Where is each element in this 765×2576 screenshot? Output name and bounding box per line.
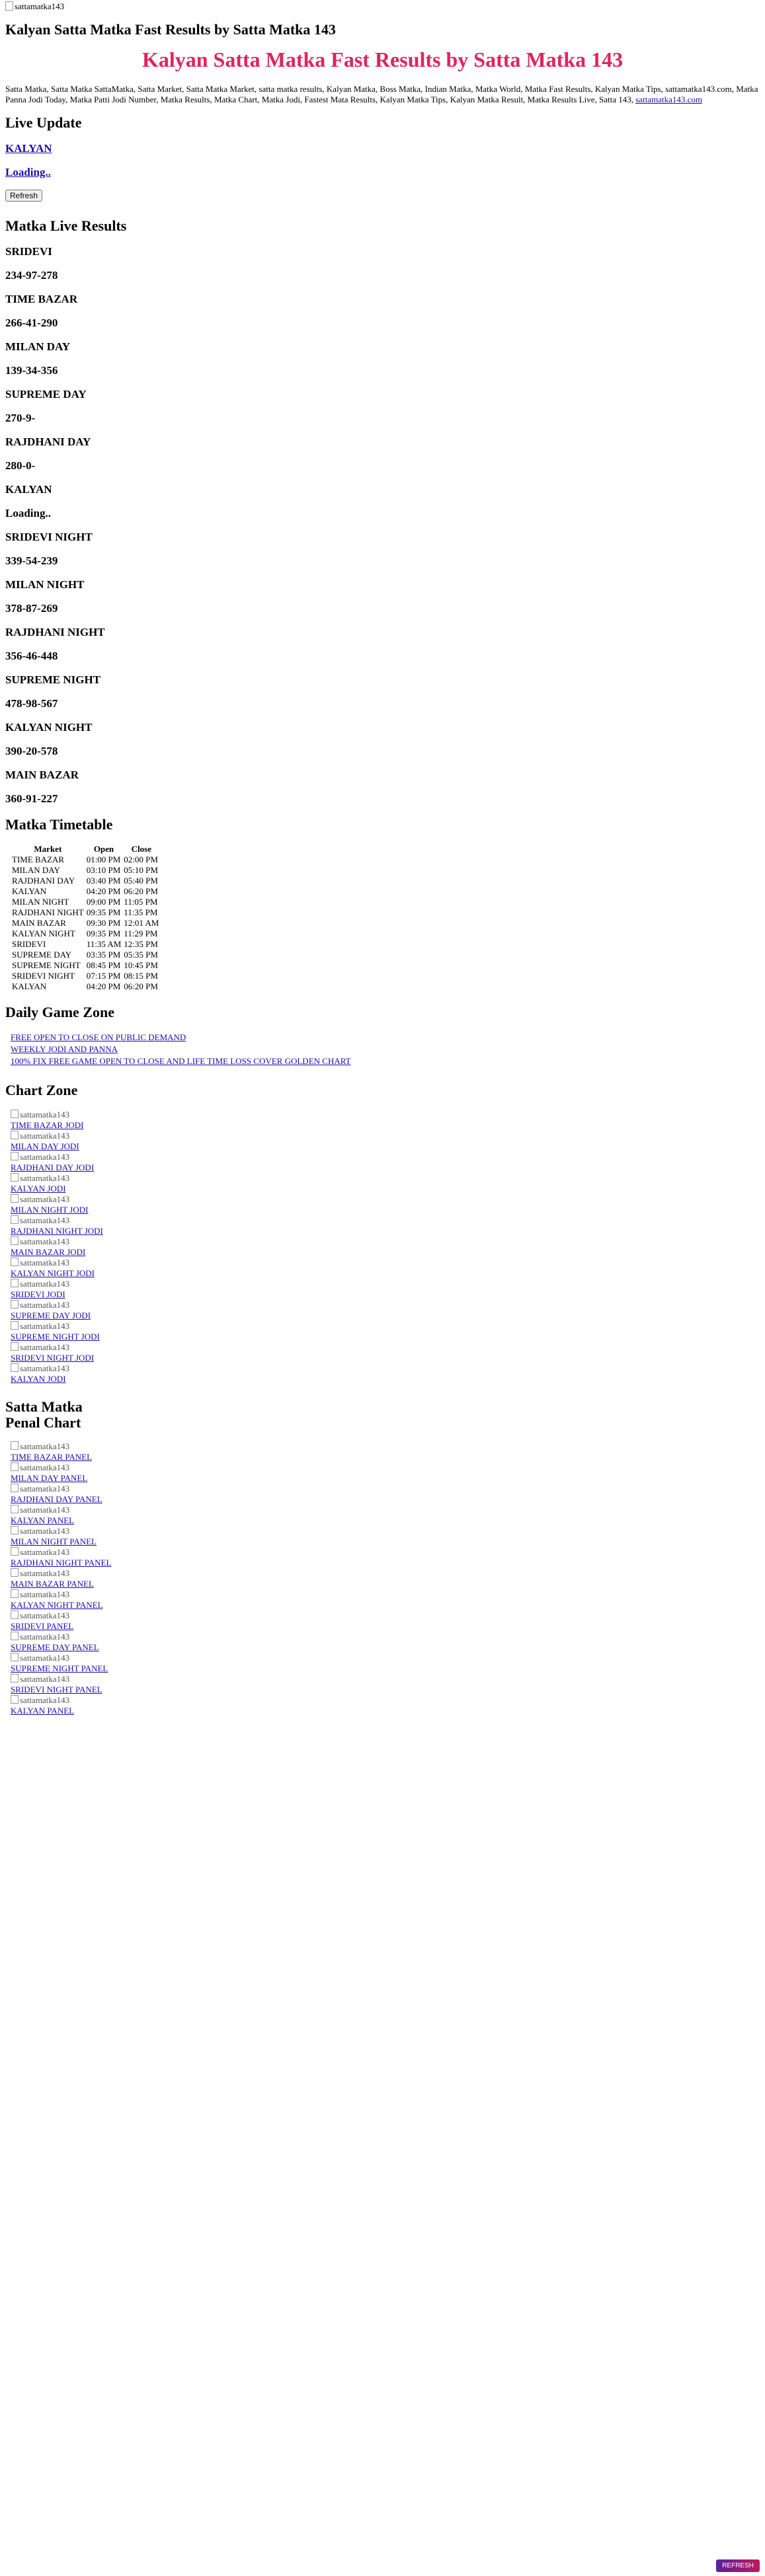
- description-link[interactable]: sattamatka143.com: [635, 95, 702, 104]
- chart-image-alt: sattamatka143: [20, 1321, 70, 1331]
- jodi-chart-link-item: [11, 1342, 760, 1363]
- refresh-button[interactable]: Refresh: [5, 190, 42, 202]
- timetable-cell-open: 09:30 PM: [86, 918, 121, 928]
- timetable-cell-open: 09:35 PM: [86, 928, 121, 938]
- timetable-cell-open: 03:40 PM: [86, 876, 121, 886]
- panel-chart-link-item: [11, 1610, 760, 1632]
- timetable-row: [11, 886, 160, 897]
- timetable-row: [11, 876, 160, 886]
- jodi-chart-link-item: [11, 1173, 760, 1194]
- chart-image-alt: sattamatka143: [20, 1300, 70, 1310]
- broken-image-icon: [11, 1300, 19, 1308]
- site-description: [5, 84, 760, 105]
- chart-image-alt: sattamatka143: [20, 1547, 70, 1557]
- live-result-value: 266-41-290: [5, 317, 58, 329]
- chart-image-alt: sattamatka143: [20, 1589, 70, 1599]
- timetable-section: [5, 816, 760, 992]
- timetable-cell-close: 05:35 PM: [124, 950, 158, 960]
- panel-chart-link[interactable]: SRIDEVI NIGHT PANEL: [11, 1685, 102, 1694]
- live-results-section: [5, 217, 760, 806]
- timetable-cell-close: 05:10 PM: [124, 865, 158, 875]
- jodi-chart-link-item: [11, 1363, 760, 1384]
- live-result-value: 270-9-: [5, 412, 36, 424]
- site-logo[interactable]: [5, 1, 760, 13]
- jodi-chart-link[interactable]: SRIDEVI JODI: [11, 1289, 65, 1299]
- timetable-cell-open: 04:20 PM: [86, 886, 121, 896]
- live-update-market-link[interactable]: KALYAN: [5, 142, 52, 155]
- chart-image-alt: sattamatka143: [20, 1695, 70, 1705]
- chart-image: [11, 1152, 760, 1162]
- chart-image-alt: sattamatka143: [20, 1131, 70, 1141]
- live-result-value: 339-54-239: [5, 554, 58, 567]
- daily-game-link[interactable]: WEEKLY JODI AND PANNA: [11, 1044, 118, 1054]
- timetable-body: [11, 854, 160, 992]
- chart-image-alt: sattamatka143: [20, 1484, 70, 1494]
- timetable-cell-open: 09:35 PM: [86, 907, 121, 917]
- chart-image: [11, 1547, 760, 1558]
- live-results-heading: Matka Live Results: [5, 217, 127, 234]
- live-result-value: 390-20-578: [5, 745, 58, 757]
- timetable-cell-market: RAJDHANI NIGHT: [12, 907, 84, 917]
- broken-image-icon: [11, 1653, 19, 1661]
- timetable-row: [11, 928, 160, 939]
- panel-chart-link[interactable]: KALYAN NIGHT PANEL: [11, 1600, 103, 1610]
- timetable-cell-market: KALYAN NIGHT: [12, 928, 75, 938]
- panel-chart-link[interactable]: SUPREME NIGHT PANEL: [11, 1663, 108, 1673]
- chart-image-alt: sattamatka143: [20, 1441, 70, 1451]
- live-result-market: SUPREME NIGHT: [5, 673, 101, 686]
- timetable-cell-market: KALYAN: [12, 981, 47, 991]
- jodi-chart-link[interactable]: KALYAN JODI: [11, 1184, 66, 1193]
- timetable-cell-open: 08:45 PM: [86, 960, 121, 970]
- jodi-chart-link[interactable]: MILAN NIGHT JODI: [11, 1205, 89, 1215]
- chart-image: [11, 1484, 760, 1494]
- timetable-row: [11, 971, 160, 981]
- live-result-market: SRIDEVI NIGHT: [5, 531, 93, 543]
- chart-image-alt: sattamatka143: [20, 1674, 70, 1684]
- broken-image-icon: [11, 1610, 19, 1619]
- page: [0, 1, 765, 1716]
- timetable-cell-open: 03:10 PM: [86, 865, 121, 875]
- live-result-value: 280-0-: [5, 459, 36, 472]
- daily-game-link[interactable]: 100% FIX FREE GAME OPEN TO CLOSE AND LIFE TIME LOSS COVER GOLDEN CHART: [11, 1056, 351, 1066]
- daily-game-link[interactable]: FREE OPEN TO CLOSE ON PUBLIC DEMAND: [11, 1032, 186, 1042]
- daily-game-section: [5, 1004, 760, 1067]
- broken-image-icon: [11, 1505, 19, 1513]
- description-text: Satta Matka, Satta Matka SattaMatka, Satta Market, Satta Matka Market, satta matka results, Kalyan Matka, Boss Matka, Indian Matka, Matka World, Matka Fast Results, Kalyan Matka Tips, sattamatka143.com, Matka Panna Jodi Today, Matka Patti Jodi Number, Matka Results, Matka Chart, Matka Jodi, Fastest Mata Results, Kalyan Matka Tips, Kalyan Matka Result, Matka Results Live, Satta 143,: [5, 84, 758, 104]
- panel-chart-link[interactable]: RAJDHANI DAY PANEL: [11, 1494, 102, 1504]
- timetable-cell-market: MAIN BAZAR: [12, 918, 66, 928]
- timetable-cell-market: SUPREME NIGHT: [12, 960, 81, 970]
- chart-image-alt: sattamatka143: [20, 1462, 70, 1472]
- chart-zone-list: [5, 1110, 760, 1384]
- timetable-cell-close: 11:29 PM: [124, 928, 158, 938]
- timetable-col-open: Open: [93, 844, 114, 854]
- chart-image: [11, 1505, 760, 1515]
- broken-image-icon: [11, 1279, 19, 1287]
- live-result-market: MILAN DAY: [5, 340, 71, 353]
- timetable-cell-market: RAJDHANI DAY: [12, 876, 75, 886]
- jodi-chart-link-item: [11, 1279, 760, 1300]
- chart-image: [11, 1173, 760, 1184]
- jodi-chart-link-item: [11, 1110, 760, 1131]
- live-result-market: RAJDHANI NIGHT: [5, 626, 105, 638]
- broken-image-icon: [11, 1236, 19, 1245]
- timetable-cell-close: 12:35 PM: [124, 939, 158, 949]
- live-result-value: 478-98-567: [5, 697, 58, 710]
- timetable-row: [11, 939, 160, 950]
- panel-chart-link-item: [11, 1526, 760, 1547]
- broken-image-icon: [11, 1363, 19, 1372]
- broken-image-icon: [11, 1152, 19, 1160]
- timetable-cell-market: KALYAN: [12, 886, 47, 896]
- live-result-value: 139-34-356: [5, 364, 58, 377]
- jodi-chart-link[interactable]: RAJDHANI NIGHT JODI: [11, 1226, 103, 1236]
- chart-image: [11, 1194, 760, 1205]
- chart-image-alt: sattamatka143: [20, 1505, 70, 1515]
- panel-chart-link[interactable]: RAJDHANI NIGHT PANEL: [11, 1558, 112, 1568]
- timetable-cell-market: SRIDEVI: [12, 939, 46, 949]
- timetable-row: [11, 854, 160, 865]
- chart-image: [11, 1589, 760, 1600]
- panel-chart-heading-line1: Satta Matka: [5, 1398, 83, 1415]
- chart-image: [11, 1610, 760, 1621]
- panel-chart-link[interactable]: MILAN NIGHT PANEL: [11, 1536, 97, 1546]
- timetable-cell-market: TIME BAZAR: [12, 854, 65, 864]
- panel-chart-link[interactable]: SRIDEVI PANEL: [11, 1621, 74, 1631]
- jodi-chart-link-item: [11, 1152, 760, 1173]
- chart-image: [11, 1110, 760, 1120]
- timetable-cell-open: 04:20 PM: [86, 981, 121, 991]
- chart-image: [11, 1236, 760, 1247]
- live-result-market: TIME BAZAR: [5, 293, 78, 305]
- live-result-market: KALYAN: [5, 483, 52, 496]
- timetable-cell-close: 11:35 PM: [124, 907, 158, 917]
- chart-image-alt: sattamatka143: [20, 1152, 70, 1162]
- panel-chart-link-item: [11, 1505, 760, 1526]
- timetable-cell-market: SRIDEVI NIGHT: [12, 971, 75, 981]
- timetable-cell-close: 12:01 AM: [124, 918, 159, 928]
- panel-chart-link-item: [11, 1674, 760, 1695]
- panel-chart-link-item: [11, 1441, 760, 1462]
- chart-zone-heading: Chart Zone: [5, 1082, 78, 1098]
- timetable-col-market: Market: [34, 844, 62, 854]
- chart-image-alt: sattamatka143: [20, 1610, 70, 1620]
- broken-image-icon: [11, 1194, 19, 1203]
- chart-image-alt: sattamatka143: [20, 1363, 70, 1373]
- panel-chart-link[interactable]: SUPREME DAY PANEL: [11, 1642, 99, 1652]
- jodi-chart-link-item: [11, 1194, 760, 1215]
- timetable-cell-open: 01:00 PM: [86, 854, 121, 864]
- jodi-chart-link[interactable]: SUPREME DAY JODI: [11, 1310, 91, 1320]
- live-result-market: SUPREME DAY: [5, 388, 87, 400]
- timetable-row: [11, 950, 160, 960]
- chart-image-alt: sattamatka143: [20, 1342, 70, 1352]
- live-result-value: 378-87-269: [5, 602, 58, 615]
- live-update-heading: Live Update: [5, 114, 82, 131]
- broken-image-icon: [11, 1215, 19, 1224]
- live-result-market: MAIN BAZAR: [5, 769, 79, 781]
- panel-chart-heading-line2: Penal Chart: [5, 1414, 81, 1431]
- broken-image-icon: [11, 1589, 19, 1598]
- timetable-table: [11, 844, 160, 992]
- jodi-chart-link[interactable]: MILAN DAY JODI: [11, 1141, 79, 1151]
- panel-chart-link-item: [11, 1462, 760, 1484]
- logo-alt-text: sattamatka143: [15, 1, 65, 11]
- jodi-chart-link-item: [11, 1131, 760, 1152]
- broken-image-icon: [11, 1110, 19, 1118]
- jodi-chart-link[interactable]: SRIDEVI NIGHT JODI: [11, 1353, 95, 1363]
- refresh-fab-button[interactable]: REFRESH: [716, 2559, 760, 2572]
- broken-image-icon: [11, 1173, 19, 1182]
- panel-chart-link-item: [11, 1589, 760, 1610]
- panel-chart-link-item: [11, 1695, 760, 1716]
- timetable-cell-open: 11:35 AM: [86, 939, 122, 949]
- chart-image: [11, 1526, 760, 1536]
- page-title: Kalyan Satta Matka Fast Results by Satta Matka 143: [5, 21, 336, 38]
- chart-image: [11, 1215, 760, 1226]
- live-result-market: RAJDHANI DAY: [5, 436, 91, 448]
- broken-image-icon: [11, 1632, 19, 1640]
- timetable-cell-open: 07:15 PM: [86, 971, 121, 981]
- chart-image: [11, 1131, 760, 1141]
- broken-image-icon: [11, 1258, 19, 1266]
- timetable-cell-market: MILAN NIGHT: [12, 897, 69, 907]
- chart-image-alt: sattamatka143: [20, 1194, 70, 1204]
- timetable-row: [11, 918, 160, 928]
- chart-image: [11, 1568, 760, 1579]
- chart-image: [11, 1363, 760, 1374]
- chart-image-alt: sattamatka143: [20, 1258, 70, 1268]
- panel-chart-link[interactable]: KALYAN PANEL: [11, 1706, 75, 1716]
- live-result-value: Loading..: [5, 507, 51, 519]
- timetable-row: [11, 960, 160, 971]
- timetable-cell-market: MILAN DAY: [12, 865, 60, 875]
- broken-image-icon: [11, 1674, 19, 1683]
- timetable-heading: Matka Timetable: [5, 816, 113, 833]
- jodi-chart-link-item: [11, 1321, 760, 1342]
- chart-image-alt: sattamatka143: [20, 1632, 70, 1642]
- jodi-chart-link-item: [11, 1300, 760, 1321]
- timetable-row: [11, 907, 160, 918]
- timetable-row: [11, 865, 160, 876]
- chart-image: [11, 1441, 760, 1452]
- jodi-chart-link[interactable]: KALYAN NIGHT JODI: [11, 1268, 95, 1278]
- chart-image-alt: sattamatka143: [20, 1173, 70, 1183]
- chart-image-alt: sattamatka143: [20, 1526, 70, 1536]
- broken-image-icon: [11, 1695, 19, 1704]
- chart-image: [11, 1462, 760, 1473]
- timetable-row: [11, 897, 160, 907]
- chart-image-alt: sattamatka143: [20, 1653, 70, 1663]
- jodi-chart-link[interactable]: KALYAN JODI: [11, 1374, 66, 1384]
- chart-image: [11, 1279, 760, 1289]
- chart-image: [11, 1695, 760, 1706]
- daily-game-links: [5, 1032, 760, 1067]
- timetable-cell-open: 03:35 PM: [86, 950, 121, 960]
- panel-chart-list: [5, 1441, 760, 1716]
- chart-image-alt: sattamatka143: [20, 1110, 70, 1119]
- timetable-cell-close: 06:20 PM: [124, 886, 158, 896]
- broken-image-icon: [11, 1547, 19, 1556]
- timetable-row: [11, 981, 160, 992]
- timetable-cell-close: 08:15 PM: [124, 971, 158, 981]
- chart-image: [11, 1632, 760, 1642]
- panel-chart-link[interactable]: MAIN BAZAR PANEL: [11, 1579, 94, 1589]
- broken-image-icon: [11, 1484, 19, 1492]
- broken-image-icon: [11, 1462, 19, 1471]
- jodi-chart-link-item: [11, 1215, 760, 1236]
- timetable-cell-close: 11:05 PM: [124, 897, 158, 907]
- live-result-value: 234-97-278: [5, 269, 58, 282]
- live-result-value: 360-91-227: [5, 792, 58, 805]
- live-update-section: [5, 114, 760, 208]
- live-update-status[interactable]: Loading..: [5, 166, 51, 178]
- chart-image: [11, 1342, 760, 1353]
- timetable-cell-open: 09:00 PM: [86, 897, 121, 907]
- broken-image-icon: [11, 1321, 19, 1330]
- broken-image-icon: [5, 1, 13, 11]
- panel-chart-link[interactable]: KALYAN PANEL: [11, 1515, 75, 1525]
- jodi-chart-link[interactable]: MAIN BAZAR JODI: [11, 1247, 86, 1257]
- jodi-chart-link[interactable]: SUPREME NIGHT JODI: [11, 1332, 100, 1342]
- live-results-list: [5, 245, 760, 806]
- broken-image-icon: [11, 1568, 19, 1577]
- chart-image-alt: sattamatka143: [20, 1236, 70, 1246]
- hero-title: Kalyan Satta Matka Fast Results by Satta Matka 143: [141, 48, 624, 71]
- broken-image-icon: [11, 1131, 19, 1139]
- timetable-cell-close: 02:00 PM: [124, 854, 158, 864]
- broken-image-icon: [11, 1441, 19, 1450]
- chart-image: [11, 1300, 760, 1310]
- chart-image: [11, 1674, 760, 1685]
- panel-chart-link-item: [11, 1653, 760, 1674]
- jodi-chart-link-item: [11, 1258, 760, 1279]
- panel-chart-link-item: [11, 1632, 760, 1653]
- timetable-cell-close: 06:20 PM: [124, 981, 158, 991]
- panel-chart-link-item: [11, 1547, 760, 1568]
- broken-image-icon: [11, 1526, 19, 1534]
- chart-image-alt: sattamatka143: [20, 1279, 70, 1289]
- panel-chart-link-item: [11, 1568, 760, 1589]
- panel-chart-section: [5, 1399, 760, 1716]
- live-result-market: MILAN NIGHT: [5, 578, 85, 591]
- chart-zone-section: [5, 1082, 760, 1384]
- jodi-chart-link-item: [11, 1236, 760, 1258]
- panel-chart-link[interactable]: MILAN DAY PANEL: [11, 1473, 88, 1483]
- panel-chart-link-item: [11, 1484, 760, 1505]
- timetable-cell-close: 05:40 PM: [124, 876, 158, 886]
- panel-chart-heading: [5, 1399, 760, 1431]
- chart-image-alt: sattamatka143: [20, 1568, 70, 1578]
- live-result-market: KALYAN NIGHT: [5, 721, 93, 734]
- daily-game-heading: Daily Game Zone: [5, 1004, 114, 1020]
- panel-chart-link[interactable]: TIME BAZAR PANEL: [11, 1452, 93, 1462]
- broken-image-icon: [11, 1342, 19, 1351]
- jodi-chart-link[interactable]: TIME BAZAR JODI: [11, 1120, 84, 1130]
- jodi-chart-link[interactable]: RAJDHANI DAY JODI: [11, 1162, 95, 1172]
- chart-image: [11, 1321, 760, 1332]
- chart-image: [11, 1258, 760, 1268]
- timetable-col-close: Close: [131, 844, 152, 854]
- live-result-market: SRIDEVI: [5, 245, 52, 258]
- timetable-cell-market: SUPREME DAY: [12, 950, 72, 960]
- chart-image-alt: sattamatka143: [20, 1215, 70, 1225]
- chart-image: [11, 1653, 760, 1663]
- live-result-value: 356-46-448: [5, 650, 58, 662]
- timetable-cell-close: 10:45 PM: [124, 960, 158, 970]
